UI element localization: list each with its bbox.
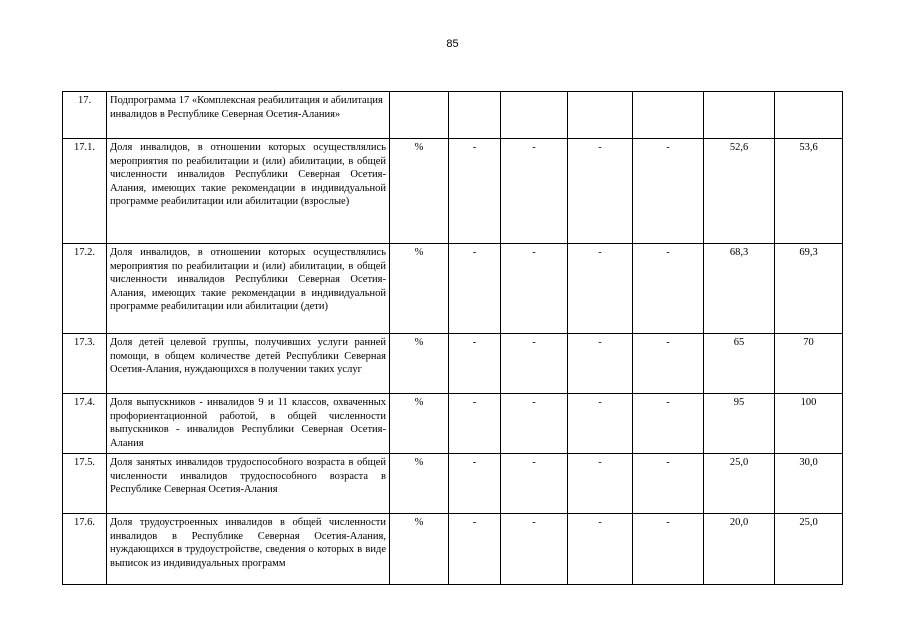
value-cell-4: - — [633, 394, 704, 454]
value-cell-3: - — [568, 454, 633, 514]
table-row — [63, 514, 843, 585]
value-cell-2: - — [501, 334, 568, 394]
value-cell-6: 25,0 — [775, 514, 843, 585]
unit-cell — [390, 92, 449, 139]
page-number: 85 — [446, 38, 459, 50]
value-cell-6: 30,0 — [775, 454, 843, 514]
table-row — [63, 334, 843, 394]
value-cell-5: 95 — [704, 394, 775, 454]
value-cell-1: - — [449, 394, 501, 454]
value-cell-6: 100 — [775, 394, 843, 454]
value-cell-1: - — [449, 454, 501, 514]
value-cell-6 — [775, 92, 843, 139]
row-number: 17.5. — [63, 454, 107, 514]
table-row — [63, 394, 843, 454]
value-cell-4: - — [633, 139, 704, 244]
indicator-name: Доля выпускников - инвалидов 9 и 11 классов, охваченных профориентационной работой, в общей численности выпускников - инвалидов Республики Северная Осетия-Алания — [107, 394, 390, 454]
value-cell-4: - — [633, 514, 704, 585]
value-cell-4: - — [633, 334, 704, 394]
value-cell-1: - — [449, 514, 501, 585]
value-cell-3: - — [568, 244, 633, 334]
value-cell-6: 53,6 — [775, 139, 843, 244]
value-cell-3: - — [568, 334, 633, 394]
table-body — [63, 92, 843, 585]
indicator-name: Доля занятых инвалидов трудоспособного возраста в общей численности инвалидов трудоспособного возраста в Республике Северная Осетия-Алания — [107, 454, 390, 514]
unit-cell: % — [390, 454, 449, 514]
indicator-name: Доля детей целевой группы, получивших услуги ранней помощи, в общем количестве детей Республики Северная Осетия-Алания, нуждающихся в получении таких услуг — [107, 334, 390, 394]
value-cell-2: - — [501, 244, 568, 334]
value-cell-5: 68,3 — [704, 244, 775, 334]
value-cell-2: - — [501, 394, 568, 454]
value-cell-3: - — [568, 514, 633, 585]
indicator-name: Доля инвалидов, в отношении которых осуществлялись мероприятия по реабилитации и (или) абилитации, в общей численности инвалидов Республики Северная Осетия-Алания, имеющих такие рекомендации в индивидуальной программе реабилитации или абилитации (взрослые) — [107, 139, 390, 244]
unit-cell: % — [390, 139, 449, 244]
indicator-name: Доля инвалидов, в отношении которых осуществлялись мероприятия по реабилитации и (или) абилитации, в общей численности инвалидов Республики Северная Осетия-Алания, имеющих такие рекомендации в индивидуальной программе реабилитации или абилитации (дети) — [107, 244, 390, 334]
value-cell-4 — [633, 92, 704, 139]
row-number: 17.6. — [63, 514, 107, 585]
value-cell-1: - — [449, 244, 501, 334]
value-cell-1: - — [449, 139, 501, 244]
value-cell-1: - — [449, 334, 501, 394]
value-cell-2 — [501, 92, 568, 139]
value-cell-2: - — [501, 139, 568, 244]
row-number: 17.1. — [63, 139, 107, 244]
indicator-name: Подпрограмма 17 «Комплексная реабилитация и абилитация инвалидов в Республике Северная Осетия-Алания» — [107, 92, 390, 139]
row-number: 17.2. — [63, 244, 107, 334]
row-number: 17.4. — [63, 394, 107, 454]
unit-cell: % — [390, 514, 449, 585]
unit-cell: % — [390, 244, 449, 334]
value-cell-4: - — [633, 244, 704, 334]
value-cell-3: - — [568, 139, 633, 244]
value-cell-3 — [568, 92, 633, 139]
value-cell-1 — [449, 92, 501, 139]
value-cell-4: - — [633, 454, 704, 514]
value-cell-5: 65 — [704, 334, 775, 394]
indicators-table — [62, 91, 843, 585]
value-cell-6: 69,3 — [775, 244, 843, 334]
unit-cell: % — [390, 334, 449, 394]
unit-cell: % — [390, 394, 449, 454]
value-cell-5 — [704, 92, 775, 139]
indicator-name: Доля трудоустроенных инвалидов в общей численности инвалидов в Республике Северная Осетия-Алания, нуждающихся в трудоустройстве, сведения о которых в виде выписок из индивидуальных программ — [107, 514, 390, 585]
table-row — [63, 139, 843, 244]
table-row — [63, 92, 843, 139]
row-number: 17.3. — [63, 334, 107, 394]
table-row — [63, 454, 843, 514]
value-cell-2: - — [501, 514, 568, 585]
value-cell-5: 20,0 — [704, 514, 775, 585]
value-cell-3: - — [568, 394, 633, 454]
value-cell-5: 52,6 — [704, 139, 775, 244]
value-cell-6: 70 — [775, 334, 843, 394]
row-number: 17. — [63, 92, 107, 139]
value-cell-2: - — [501, 454, 568, 514]
value-cell-5: 25,0 — [704, 454, 775, 514]
table-row — [63, 244, 843, 334]
